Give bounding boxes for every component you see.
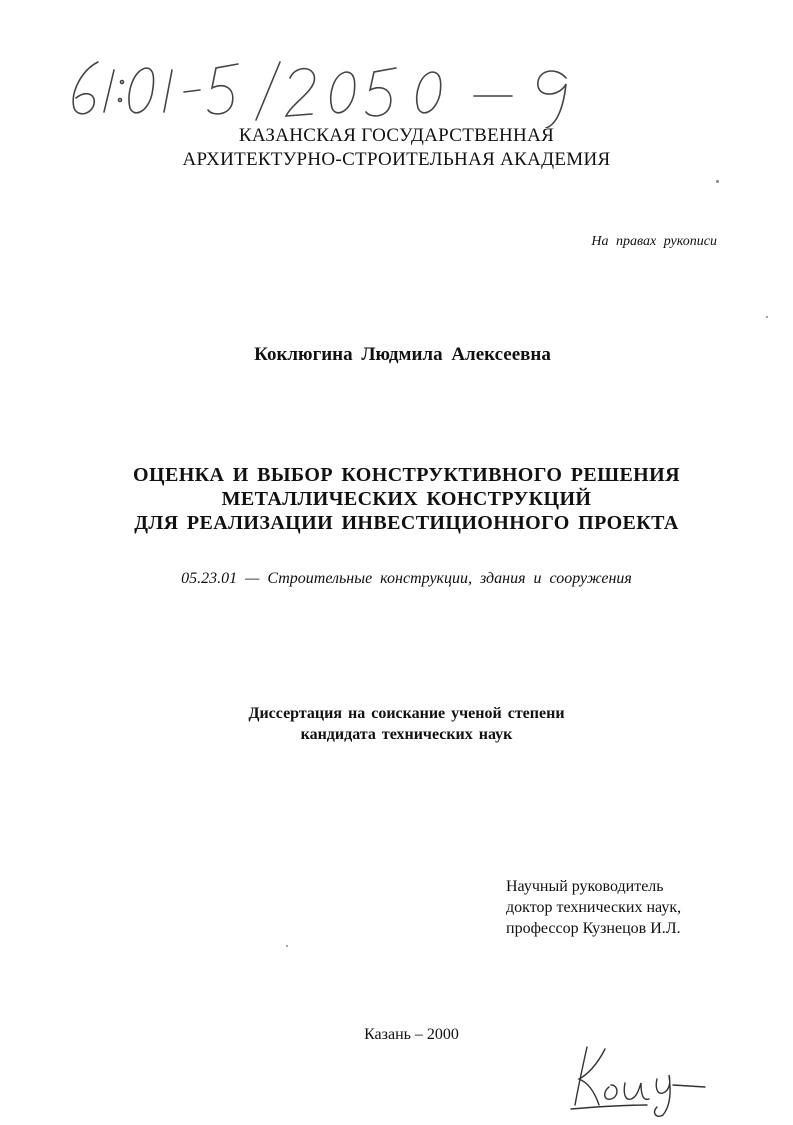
dissertation-title (0, 463, 793, 535)
supervisor-line-3: профессор Кузнецов И.Л. (506, 920, 681, 937)
title-line-2: МЕТАЛЛИЧЕСКИХ КОНСТРУКЦИЙ (221, 488, 592, 510)
scan-speck (716, 180, 719, 183)
scan-speck (766, 316, 768, 318)
degree-line-1: Диссертация на соискание ученой степени (248, 705, 565, 722)
manuscript-note: На правах рукописи (591, 234, 717, 249)
degree-statement (0, 703, 793, 745)
handwritten-archive-number (60, 48, 620, 128)
scan-speck (286, 945, 288, 947)
handwritten-signature (565, 1035, 725, 1120)
supervisor-line-2: доктор технических наук, (506, 899, 682, 916)
title-line-3: ДЛЯ РЕАЛИЗАЦИИ ИНВЕСТИЦИОННОГО ПРОЕКТА (134, 512, 679, 534)
supervisor-block (506, 876, 776, 939)
specialty-code: 05.23.01 — Строительные конструкции, здания и сооружения (181, 570, 632, 587)
supervisor-line-1: Научный руководитель (506, 878, 664, 895)
title-line-1: ОЦЕНКА И ВЫБОР КОНСТРУКТИВНОГО РЕШЕНИЯ (133, 464, 680, 486)
institution-name (0, 124, 793, 172)
institution-line-2: АРХИТЕКТУРНО-СТРОИТЕЛЬНАЯ АКАДЕМИЯ (182, 149, 611, 170)
city-year: Казань – 2000 (364, 1026, 459, 1043)
author-name: Коклюгина Людмила Алексеевна (254, 344, 551, 365)
institution-line-1: КАЗАНСКАЯ ГОСУДАРСТВЕННАЯ (238, 125, 555, 146)
degree-line-2: кандидата технических наук (300, 726, 513, 743)
